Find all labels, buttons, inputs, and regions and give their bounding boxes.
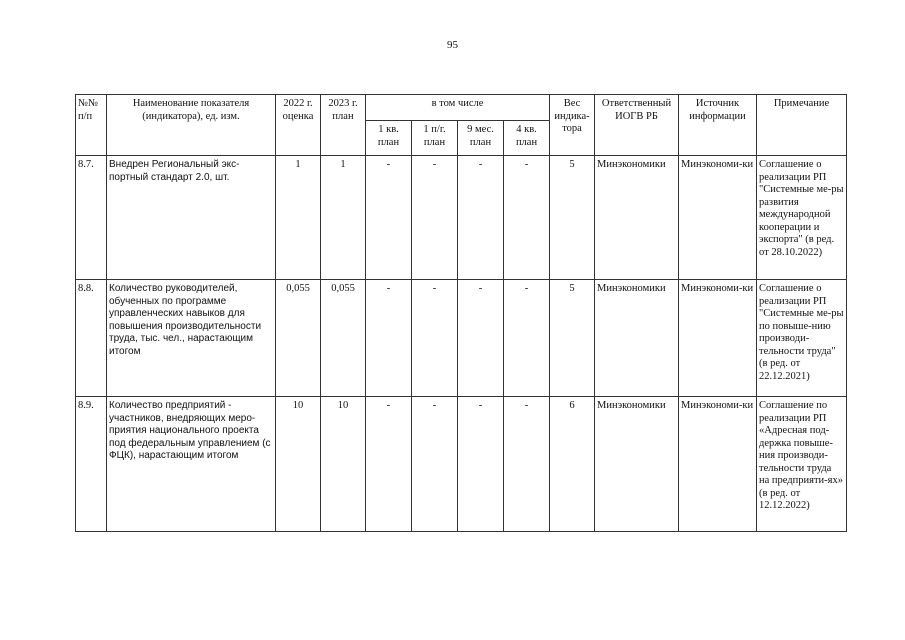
header-source: Источник информации bbox=[679, 95, 757, 156]
row-note: Соглашение о реализации РП "Системные ме-ры по повыше-нию производи-тельности труда" (в ред. от 22.12.2021) bbox=[757, 280, 847, 397]
header-row bbox=[76, 95, 847, 121]
row-responsible: Минэкономики bbox=[595, 156, 679, 280]
row-plan2023: 0,055 bbox=[321, 280, 366, 397]
row-q4: - bbox=[504, 156, 550, 280]
row-weight: 5 bbox=[550, 280, 595, 397]
table-row bbox=[76, 280, 847, 397]
row-name: Количество предприятий - участников, внедряющих меро-приятия национального проекта под федеральным управлением (с ФЦК), нарастающим итогом bbox=[107, 397, 276, 532]
header-note: Примечание bbox=[757, 95, 847, 156]
row-name: Внедрен Региональный экс-портный стандарт 2.0, шт. bbox=[107, 156, 276, 280]
row-weight: 6 bbox=[550, 397, 595, 532]
header-responsible: Ответственный ИОГВ РБ bbox=[595, 95, 679, 156]
row-h1: - bbox=[412, 397, 458, 532]
row-responsible: Минэкономики bbox=[595, 397, 679, 532]
row-note: Соглашение о реализации РП "Системные ме-ры развития международной кооперации и экспорта" (в ред. от 28.10.2022) bbox=[757, 156, 847, 280]
row-9m: - bbox=[458, 280, 504, 397]
row-q1: - bbox=[366, 156, 412, 280]
row-responsible: Минэкономики bbox=[595, 280, 679, 397]
row-plan2023: 1 bbox=[321, 156, 366, 280]
row-9m: - bbox=[458, 156, 504, 280]
row-note: Соглашение по реализации РП «Адресная под-держка повыше-ния производи-тельности труда на предприяти-ях» (в ред. от 12.12.2022) bbox=[757, 397, 847, 532]
row-num: 8.8. bbox=[76, 280, 107, 397]
header-plan2023: 2023 г. план bbox=[321, 95, 366, 156]
row-source: Минэкономи-ки bbox=[679, 156, 757, 280]
row-est2022: 0,055 bbox=[276, 280, 321, 397]
header-weight: Вес индика-тора bbox=[550, 95, 595, 156]
header-q1: 1 кв. план bbox=[366, 121, 412, 156]
row-q1: - bbox=[366, 397, 412, 532]
header-9m: 9 мес. план bbox=[458, 121, 504, 156]
row-source: Минэкономи-ки bbox=[679, 397, 757, 532]
row-q4: - bbox=[504, 280, 550, 397]
header-h1: 1 п/г. план bbox=[412, 121, 458, 156]
row-q1: - bbox=[366, 280, 412, 397]
header-including: в том числе bbox=[366, 95, 550, 121]
row-est2022: 10 bbox=[276, 397, 321, 532]
row-num: 8.7. bbox=[76, 156, 107, 280]
row-weight: 5 bbox=[550, 156, 595, 280]
row-q4: - bbox=[504, 397, 550, 532]
page-number: 95 bbox=[447, 39, 458, 51]
row-h1: - bbox=[412, 280, 458, 397]
row-plan2023: 10 bbox=[321, 397, 366, 532]
table-row bbox=[76, 397, 847, 532]
row-num: 8.9. bbox=[76, 397, 107, 532]
row-est2022: 1 bbox=[276, 156, 321, 280]
table-row bbox=[76, 156, 847, 280]
indicators-table bbox=[75, 94, 847, 532]
header-name: Наименование показателя (индикатора), ед. изм. bbox=[107, 95, 276, 156]
header-est2022: 2022 г. оценка bbox=[276, 95, 321, 156]
row-9m: - bbox=[458, 397, 504, 532]
row-name: Количество руководителей, обученных по программе управленческих навыков для повышения производительности труда, тыс. чел., нарастающим итогом bbox=[107, 280, 276, 397]
header-num: №№ п/п bbox=[76, 95, 107, 156]
header-q4: 4 кв. план bbox=[504, 121, 550, 156]
row-h1: - bbox=[412, 156, 458, 280]
row-source: Минэкономи-ки bbox=[679, 280, 757, 397]
